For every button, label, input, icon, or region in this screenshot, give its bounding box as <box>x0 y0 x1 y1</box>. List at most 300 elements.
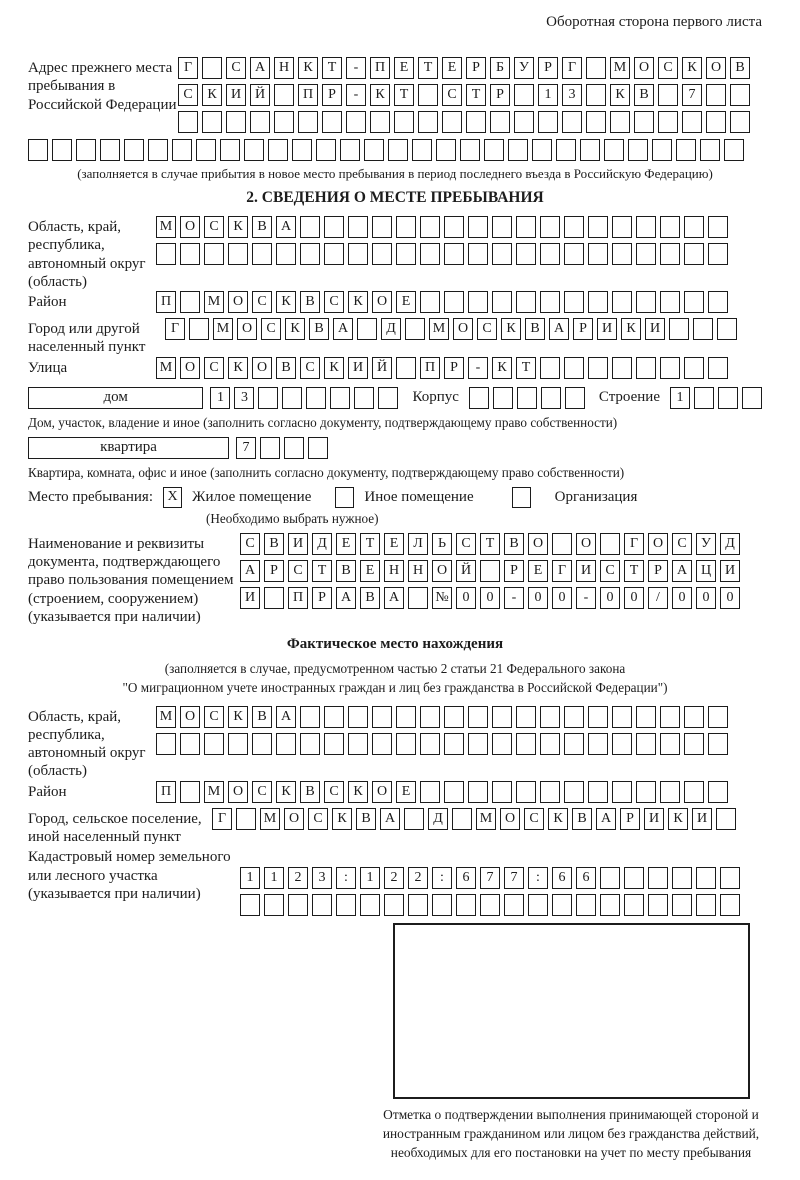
char-cell[interactable]: В <box>730 57 750 79</box>
char-cell[interactable] <box>372 706 392 728</box>
char-cell[interactable]: К <box>348 291 368 313</box>
char-cell[interactable]: О <box>453 318 473 340</box>
char-cell[interactable] <box>693 318 713 340</box>
char-cell[interactable] <box>156 243 176 265</box>
char-cell[interactable]: Г <box>165 318 185 340</box>
char-cell[interactable]: В <box>276 357 296 379</box>
char-cell[interactable] <box>252 243 272 265</box>
char-cell[interactable] <box>508 139 528 161</box>
char-cell[interactable] <box>708 706 728 728</box>
char-cell[interactable]: 3 <box>312 867 332 889</box>
char-cell[interactable]: А <box>250 57 270 79</box>
char-cell[interactable]: Ь <box>432 533 452 555</box>
char-cell[interactable] <box>276 733 296 755</box>
char-cell[interactable] <box>708 216 728 238</box>
char-cell[interactable] <box>684 243 704 265</box>
char-cell[interactable] <box>516 216 536 238</box>
char-cell[interactable]: Т <box>624 560 644 582</box>
char-cell[interactable]: С <box>524 808 544 830</box>
char-cell[interactable]: 1 <box>670 387 690 409</box>
char-cell[interactable] <box>540 733 560 755</box>
char-cell[interactable] <box>346 111 366 133</box>
char-cell[interactable] <box>628 139 648 161</box>
char-cell[interactable] <box>228 243 248 265</box>
char-cell[interactable] <box>336 894 356 916</box>
char-cell[interactable]: О <box>180 706 200 728</box>
char-cell[interactable] <box>658 84 678 106</box>
char-cell[interactable] <box>180 291 200 313</box>
char-cell[interactable]: С <box>252 781 272 803</box>
char-cell[interactable] <box>220 139 240 161</box>
char-cell[interactable] <box>564 781 584 803</box>
char-cell[interactable] <box>612 706 632 728</box>
char-cell[interactable]: 0 <box>624 587 644 609</box>
char-cell[interactable]: П <box>370 57 390 79</box>
char-cell[interactable] <box>730 84 750 106</box>
char-cell[interactable]: 0 <box>720 587 740 609</box>
char-cell[interactable] <box>700 139 720 161</box>
char-cell[interactable] <box>636 706 656 728</box>
char-cell[interactable]: С <box>178 84 198 106</box>
char-cell[interactable]: С <box>288 560 308 582</box>
char-cell[interactable] <box>660 781 680 803</box>
char-cell[interactable]: 2 <box>288 867 308 889</box>
char-cell[interactable]: В <box>360 587 380 609</box>
char-cell[interactable] <box>418 84 438 106</box>
char-cell[interactable]: 1 <box>538 84 558 106</box>
char-cell[interactable]: С <box>204 357 224 379</box>
char-cell[interactable] <box>684 733 704 755</box>
char-cell[interactable]: 7 <box>504 867 524 889</box>
char-cell[interactable] <box>540 243 560 265</box>
char-cell[interactable] <box>514 111 534 133</box>
char-cell[interactable] <box>469 387 489 409</box>
char-cell[interactable] <box>156 733 176 755</box>
char-cell[interactable] <box>588 357 608 379</box>
char-cell[interactable] <box>658 111 678 133</box>
char-cell[interactable]: С <box>672 533 692 555</box>
char-cell[interactable] <box>742 387 762 409</box>
char-cell[interactable]: И <box>597 318 617 340</box>
char-cell[interactable]: К <box>276 781 296 803</box>
char-cell[interactable] <box>492 216 512 238</box>
char-cell[interactable] <box>724 139 744 161</box>
char-cell[interactable]: Г <box>552 560 572 582</box>
char-cell[interactable]: И <box>240 587 260 609</box>
char-cell[interactable]: 0 <box>552 587 572 609</box>
char-cell[interactable]: Г <box>562 57 582 79</box>
char-cell[interactable] <box>652 139 672 161</box>
char-cell[interactable] <box>588 216 608 238</box>
char-cell[interactable]: Й <box>250 84 270 106</box>
char-cell[interactable] <box>404 808 424 830</box>
char-cell[interactable] <box>384 894 404 916</box>
char-cell[interactable]: К <box>621 318 641 340</box>
char-cell[interactable]: Т <box>516 357 536 379</box>
char-cell[interactable]: С <box>600 560 620 582</box>
char-cell[interactable]: М <box>476 808 496 830</box>
char-cell[interactable]: У <box>514 57 534 79</box>
char-cell[interactable]: Т <box>480 533 500 555</box>
char-cell[interactable]: В <box>252 706 272 728</box>
char-cell[interactable]: С <box>252 291 272 313</box>
char-cell[interactable] <box>180 243 200 265</box>
char-cell[interactable]: К <box>501 318 521 340</box>
char-cell[interactable]: Р <box>466 57 486 79</box>
char-cell[interactable] <box>708 291 728 313</box>
char-cell[interactable] <box>420 781 440 803</box>
char-cell[interactable]: 0 <box>480 587 500 609</box>
char-cell[interactable] <box>396 733 416 755</box>
char-cell[interactable]: Р <box>538 57 558 79</box>
char-cell[interactable] <box>660 291 680 313</box>
char-cell[interactable]: П <box>298 84 318 106</box>
char-cell[interactable] <box>468 706 488 728</box>
char-cell[interactable]: Р <box>504 560 524 582</box>
char-cell[interactable]: 3 <box>562 84 582 106</box>
char-cell[interactable] <box>708 357 728 379</box>
char-cell[interactable]: В <box>252 216 272 238</box>
char-cell[interactable]: М <box>204 291 224 313</box>
char-cell[interactable]: В <box>300 291 320 313</box>
char-cell[interactable]: К <box>276 291 296 313</box>
char-cell[interactable]: Е <box>396 291 416 313</box>
char-cell[interactable] <box>178 111 198 133</box>
char-cell[interactable] <box>504 894 524 916</box>
char-cell[interactable]: К <box>228 357 248 379</box>
char-cell[interactable] <box>252 733 272 755</box>
char-cell[interactable]: 0 <box>696 587 716 609</box>
char-cell[interactable] <box>604 139 624 161</box>
char-cell[interactable] <box>468 216 488 238</box>
house-type-box[interactable]: дом <box>28 387 203 409</box>
char-cell[interactable]: М <box>610 57 630 79</box>
char-cell[interactable] <box>348 216 368 238</box>
char-cell[interactable]: О <box>432 560 452 582</box>
char-cell[interactable] <box>300 243 320 265</box>
char-cell[interactable] <box>564 216 584 238</box>
char-cell[interactable]: Л <box>408 533 428 555</box>
char-cell[interactable]: 0 <box>672 587 692 609</box>
char-cell[interactable] <box>588 781 608 803</box>
char-cell[interactable] <box>322 111 342 133</box>
char-cell[interactable]: И <box>720 560 740 582</box>
char-cell[interactable] <box>610 111 630 133</box>
checkbox-residential[interactable]: X <box>163 487 182 508</box>
char-cell[interactable] <box>258 387 278 409</box>
char-cell[interactable]: Р <box>312 587 332 609</box>
char-cell[interactable]: Т <box>466 84 486 106</box>
char-cell[interactable] <box>730 111 750 133</box>
char-cell[interactable] <box>493 387 513 409</box>
char-cell[interactable] <box>706 84 726 106</box>
char-cell[interactable] <box>708 781 728 803</box>
char-cell[interactable] <box>708 733 728 755</box>
char-cell[interactable]: 7 <box>480 867 500 889</box>
char-cell[interactable] <box>396 243 416 265</box>
char-cell[interactable] <box>444 291 464 313</box>
char-cell[interactable]: К <box>285 318 305 340</box>
char-cell[interactable] <box>540 781 560 803</box>
char-cell[interactable]: П <box>420 357 440 379</box>
char-cell[interactable]: С <box>658 57 678 79</box>
char-cell[interactable] <box>636 733 656 755</box>
char-cell[interactable]: О <box>284 808 304 830</box>
char-cell[interactable] <box>52 139 72 161</box>
char-cell[interactable]: О <box>648 533 668 555</box>
char-cell[interactable] <box>372 216 392 238</box>
char-cell[interactable]: У <box>696 533 716 555</box>
char-cell[interactable] <box>538 111 558 133</box>
char-cell[interactable] <box>556 139 576 161</box>
char-cell[interactable] <box>682 111 702 133</box>
char-cell[interactable] <box>660 243 680 265</box>
char-cell[interactable] <box>284 437 304 459</box>
char-cell[interactable]: 6 <box>576 867 596 889</box>
char-cell[interactable]: - <box>576 587 596 609</box>
char-cell[interactable] <box>324 216 344 238</box>
char-cell[interactable]: Д <box>312 533 332 555</box>
char-cell[interactable]: О <box>576 533 596 555</box>
char-cell[interactable] <box>292 139 312 161</box>
char-cell[interactable] <box>172 139 192 161</box>
char-cell[interactable]: О <box>180 357 200 379</box>
char-cell[interactable] <box>480 894 500 916</box>
char-cell[interactable] <box>298 111 318 133</box>
char-cell[interactable] <box>396 706 416 728</box>
char-cell[interactable] <box>432 894 452 916</box>
char-cell[interactable] <box>516 781 536 803</box>
char-cell[interactable] <box>540 357 560 379</box>
char-cell[interactable] <box>492 291 512 313</box>
char-cell[interactable] <box>624 867 644 889</box>
char-cell[interactable] <box>324 243 344 265</box>
char-cell[interactable] <box>586 111 606 133</box>
char-cell[interactable] <box>636 781 656 803</box>
char-cell[interactable] <box>588 733 608 755</box>
char-cell[interactable]: К <box>348 781 368 803</box>
char-cell[interactable]: Б <box>490 57 510 79</box>
char-cell[interactable] <box>264 587 284 609</box>
char-cell[interactable] <box>612 216 632 238</box>
char-cell[interactable]: Ц <box>696 560 716 582</box>
char-cell[interactable] <box>541 387 561 409</box>
char-cell[interactable] <box>180 781 200 803</box>
char-cell[interactable] <box>684 357 704 379</box>
char-cell[interactable]: Н <box>384 560 404 582</box>
checkbox-other-premises[interactable] <box>335 487 354 508</box>
char-cell[interactable]: Е <box>360 560 380 582</box>
char-cell[interactable]: 7 <box>682 84 702 106</box>
char-cell[interactable]: В <box>504 533 524 555</box>
checkbox-organization[interactable] <box>512 487 531 508</box>
char-cell[interactable] <box>528 894 548 916</box>
char-cell[interactable]: О <box>372 291 392 313</box>
char-cell[interactable]: С <box>324 781 344 803</box>
char-cell[interactable] <box>492 243 512 265</box>
char-cell[interactable]: Д <box>381 318 401 340</box>
char-cell[interactable] <box>612 243 632 265</box>
char-cell[interactable] <box>660 706 680 728</box>
char-cell[interactable] <box>444 243 464 265</box>
char-cell[interactable]: С <box>226 57 246 79</box>
char-cell[interactable] <box>514 84 534 106</box>
char-cell[interactable] <box>330 387 350 409</box>
char-cell[interactable]: О <box>634 57 654 79</box>
char-cell[interactable]: : <box>336 867 356 889</box>
char-cell[interactable] <box>244 139 264 161</box>
char-cell[interactable] <box>612 291 632 313</box>
char-cell[interactable]: И <box>644 808 664 830</box>
char-cell[interactable]: Г <box>212 808 232 830</box>
char-cell[interactable] <box>516 243 536 265</box>
char-cell[interactable] <box>226 111 246 133</box>
char-cell[interactable]: В <box>300 781 320 803</box>
char-cell[interactable]: И <box>348 357 368 379</box>
char-cell[interactable] <box>516 733 536 755</box>
char-cell[interactable]: М <box>204 781 224 803</box>
char-cell[interactable] <box>580 139 600 161</box>
char-cell[interactable]: С <box>324 291 344 313</box>
char-cell[interactable] <box>396 357 416 379</box>
char-cell[interactable] <box>492 781 512 803</box>
char-cell[interactable] <box>684 781 704 803</box>
char-cell[interactable] <box>442 111 462 133</box>
char-cell[interactable] <box>420 706 440 728</box>
char-cell[interactable] <box>466 111 486 133</box>
char-cell[interactable] <box>372 733 392 755</box>
char-cell[interactable] <box>396 216 416 238</box>
char-cell[interactable] <box>564 733 584 755</box>
char-cell[interactable] <box>612 781 632 803</box>
char-cell[interactable] <box>562 111 582 133</box>
char-cell[interactable] <box>228 733 248 755</box>
char-cell[interactable] <box>660 216 680 238</box>
char-cell[interactable] <box>624 894 644 916</box>
char-cell[interactable] <box>282 387 302 409</box>
char-cell[interactable]: В <box>264 533 284 555</box>
char-cell[interactable]: А <box>672 560 692 582</box>
char-cell[interactable] <box>516 291 536 313</box>
char-cell[interactable] <box>517 387 537 409</box>
char-cell[interactable] <box>612 357 632 379</box>
char-cell[interactable]: С <box>300 357 320 379</box>
char-cell[interactable]: 7 <box>236 437 256 459</box>
char-cell[interactable] <box>600 867 620 889</box>
char-cell[interactable]: 2 <box>384 867 404 889</box>
char-cell[interactable] <box>612 733 632 755</box>
char-cell[interactable]: : <box>432 867 452 889</box>
char-cell[interactable] <box>370 111 390 133</box>
char-cell[interactable] <box>324 706 344 728</box>
char-cell[interactable] <box>586 84 606 106</box>
char-cell[interactable]: / <box>648 587 668 609</box>
char-cell[interactable] <box>420 216 440 238</box>
char-cell[interactable] <box>312 894 332 916</box>
char-cell[interactable] <box>364 139 384 161</box>
char-cell[interactable] <box>354 387 374 409</box>
char-cell[interactable]: С <box>477 318 497 340</box>
char-cell[interactable] <box>588 706 608 728</box>
char-cell[interactable] <box>28 139 48 161</box>
char-cell[interactable] <box>288 894 308 916</box>
char-cell[interactable] <box>600 894 620 916</box>
char-cell[interactable] <box>552 533 572 555</box>
char-cell[interactable] <box>202 57 222 79</box>
char-cell[interactable] <box>634 111 654 133</box>
char-cell[interactable] <box>148 139 168 161</box>
char-cell[interactable] <box>444 733 464 755</box>
char-cell[interactable]: Р <box>573 318 593 340</box>
char-cell[interactable]: Д <box>428 808 448 830</box>
char-cell[interactable] <box>648 867 668 889</box>
char-cell[interactable] <box>636 357 656 379</box>
char-cell[interactable] <box>717 318 737 340</box>
char-cell[interactable] <box>408 587 428 609</box>
char-cell[interactable] <box>588 291 608 313</box>
char-cell[interactable] <box>564 706 584 728</box>
char-cell[interactable]: Е <box>394 57 414 79</box>
char-cell[interactable] <box>250 111 270 133</box>
char-cell[interactable] <box>436 139 456 161</box>
char-cell[interactable] <box>684 706 704 728</box>
char-cell[interactable] <box>306 387 326 409</box>
char-cell[interactable] <box>468 781 488 803</box>
char-cell[interactable] <box>204 733 224 755</box>
char-cell[interactable]: К <box>202 84 222 106</box>
char-cell[interactable] <box>405 318 425 340</box>
char-cell[interactable] <box>420 291 440 313</box>
char-cell[interactable] <box>484 139 504 161</box>
char-cell[interactable]: Н <box>274 57 294 79</box>
char-cell[interactable]: Т <box>322 57 342 79</box>
char-cell[interactable]: Г <box>178 57 198 79</box>
char-cell[interactable]: С <box>308 808 328 830</box>
char-cell[interactable] <box>460 139 480 161</box>
char-cell[interactable] <box>684 291 704 313</box>
char-cell[interactable]: О <box>228 291 248 313</box>
char-cell[interactable]: В <box>336 560 356 582</box>
char-cell[interactable] <box>76 139 96 161</box>
char-cell[interactable]: К <box>610 84 630 106</box>
char-cell[interactable]: - <box>346 57 366 79</box>
char-cell[interactable]: А <box>380 808 400 830</box>
char-cell[interactable] <box>694 387 714 409</box>
char-cell[interactable]: - <box>504 587 524 609</box>
char-cell[interactable] <box>264 894 284 916</box>
char-cell[interactable]: М <box>260 808 280 830</box>
char-cell[interactable]: 1 <box>360 867 380 889</box>
char-cell[interactable] <box>565 387 585 409</box>
char-cell[interactable]: 1 <box>210 387 230 409</box>
char-cell[interactable] <box>202 111 222 133</box>
char-cell[interactable] <box>274 111 294 133</box>
char-cell[interactable] <box>300 706 320 728</box>
char-cell[interactable]: - <box>468 357 488 379</box>
char-cell[interactable] <box>300 216 320 238</box>
char-cell[interactable]: О <box>372 781 392 803</box>
char-cell[interactable] <box>196 139 216 161</box>
char-cell[interactable]: К <box>370 84 390 106</box>
char-cell[interactable] <box>586 57 606 79</box>
char-cell[interactable]: Й <box>456 560 476 582</box>
char-cell[interactable]: Т <box>394 84 414 106</box>
char-cell[interactable] <box>588 243 608 265</box>
char-cell[interactable]: М <box>156 216 176 238</box>
char-cell[interactable] <box>648 894 668 916</box>
char-cell[interactable]: К <box>228 706 248 728</box>
char-cell[interactable]: 0 <box>456 587 476 609</box>
